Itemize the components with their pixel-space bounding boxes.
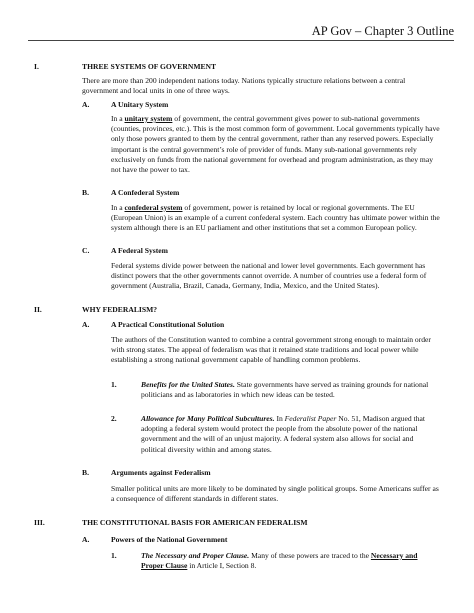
section-numeral: I. [34, 62, 39, 71]
key-term: unitary system [124, 114, 173, 123]
header-rule [28, 40, 454, 41]
subsection-letter: B. [82, 188, 89, 197]
subsection-letter: B. [82, 468, 89, 477]
list-number: 2. [111, 414, 117, 423]
key-term: confederal system [124, 203, 183, 212]
section-heading: THE CONSTITUTIONAL BASIS FOR AMERICAN FEDERALISM [82, 518, 308, 527]
subsection-letter: A. [82, 535, 90, 544]
arguments-paragraph: Smaller political units are more likely to be dominated by single political groups. Some Americans suffer as a consequence of different standards in different states. [111, 484, 439, 504]
section-heading: WHY FEDERALISM? [82, 305, 158, 314]
key-term: Necessary and Proper Clause [141, 551, 418, 571]
subsection-heading: A Unitary System [111, 100, 169, 109]
subsection-heading: Powers of the National Government [111, 535, 228, 544]
constitutional-paragraph: The authors of the Constitution wanted to combine a central government strong enough to maintain order with strong states. The appeal of federalism was that it retained state traditions and local power while establishing a strong national government capable of handling common problems. [111, 335, 431, 365]
list-number: 1. [111, 551, 117, 560]
subsection-heading: A Practical Constitutional Solution [111, 320, 225, 329]
list-item: The Necessary and Proper Clause. Many of these powers are traced to the Necessary and Proper Clause in Article I, Section 8. [141, 551, 418, 571]
subsection-letter: A. [82, 100, 90, 109]
subsection-letter: A. [82, 320, 90, 329]
subsection-letter: C. [82, 246, 90, 255]
subsection-heading: Arguments against Federalism [111, 468, 211, 477]
subsection-heading: A Federal System [111, 246, 168, 255]
list-item: Benefits for the United States. State governments have served as training grounds for national politicians and as laboratories in which new ideas can be tested. [141, 380, 429, 400]
section-numeral: II. [34, 305, 42, 314]
list-item: Allowance for Many Political Subcultures. In Federalist Paper No. 51, Madison argued that adopting a federal system would protect the people from the absolute power of the national government and the will of an unjust majority. A federal system also allows for social and political diversity within and among states. [141, 414, 425, 454]
section-heading: THREE SYSTEMS OF GOVERNMENT [82, 62, 217, 71]
subsection-heading: A Confederal System [111, 188, 180, 197]
section-numeral: III. [34, 518, 45, 527]
page-title: AP Gov – Chapter 3 Outline [311, 24, 454, 38]
section-intro: There are more than 200 independent nations today. Nations typically structure relations between a central government and local units in one of three ways. [82, 76, 406, 96]
confederal-paragraph: In a confederal system of government, power is retained by local or regional governments. The EU (European Union) is an example of a current confederal system. Each country has ultimate power within the system although there is an EU parliament and other institutions that set a common European policy. [111, 203, 440, 233]
list-number: 1. [111, 380, 117, 389]
page-header [0, 22, 454, 40]
unitary-paragraph: In a unitary system of government, the central government gives power to sub-national governments (counties, provinces, etc.). This is the most common form of government. Local governments typically have only those powers granted to them by the central government, rather than any reserved powers. Especially important is the central government’s role of provider of funds. Many sub-national governments rely exclusively on funds from the national government for overhead and program administration, as they may not have the power to tax. [111, 114, 440, 175]
federal-paragraph: Federal systems divide power between the national and lower level governments. Each government has distinct powers that the other governments cannot override. A number of countries use a federal form of government (Australia, Brazil, Canada, Germany, India, Mexico, and the United States). [111, 261, 427, 291]
